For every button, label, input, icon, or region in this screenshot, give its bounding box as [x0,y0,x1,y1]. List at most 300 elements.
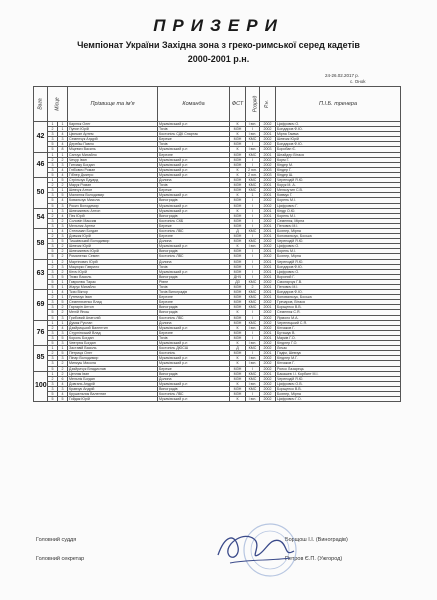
lot-cell: 4 [58,172,68,177]
weight-cell: 85 [34,346,48,371]
place-cell: 3 [48,223,58,228]
weight-cell: 42 [34,122,48,153]
coach-cell: Череподій Я.Ю. [276,376,401,381]
place-cell: 3 [48,218,58,223]
degree-cell: І [246,203,260,208]
event-city: с. Оноk [350,79,366,84]
lot-cell: 3 [58,137,68,142]
degree-cell: КМС [246,183,260,188]
place-cell: 5 [48,315,58,320]
weight-cell: 46 [34,152,48,177]
lot-cell: 1 [58,279,68,284]
name-cell: Мартінович Юрій [68,259,158,264]
name-cell: Дзяйрицький Валентин [68,325,158,330]
name-cell: Гаврилюк Тарас [68,279,158,284]
degree-cell: КМС [246,137,260,142]
fst-cell: К [230,341,246,346]
fst-cell: МЗН [230,203,246,208]
team-cell: Долина [158,320,230,325]
coach-cell: Корень М.І. [276,249,401,254]
winners-table [33,86,401,402]
degree-cell: І [246,391,260,396]
team-cell: Виноградів [158,213,230,218]
coach-cell: Бохнер, Мірна [276,391,401,396]
place-cell: 1 [48,228,58,233]
degree-cell: КМС [246,305,260,310]
place-cell: 3 [48,356,58,361]
degree-cell: І [246,249,260,254]
name-cell: Гібнер Дмитро [68,172,158,177]
birth-cell: 2001 [260,274,276,279]
table-header [34,87,401,122]
lot-cell: 5 [58,274,68,279]
name-cell: Стурпінський Влад [68,330,158,335]
lot-cell: 5 [58,300,68,305]
team-cell: Мукачівський р-н [158,208,230,213]
team-cell: Березне [158,330,230,335]
birth-cell: 2001 [260,152,276,157]
coach-cell: Ярмоло М.А. [276,315,401,320]
name-cell: Думак Руслан [68,320,158,325]
degree-cell: КМС [246,295,260,300]
place-cell: 3 [48,300,58,305]
name-cell: Чечур Іван [68,157,158,162]
degree-cell: 2 юн. [246,167,260,172]
lot-cell: 1 [58,152,68,157]
birth-cell: 2002 [260,381,276,386]
place-cell: 1 [48,152,58,157]
fst-cell: К [230,356,246,361]
team-cell: Долина [158,259,230,264]
name-cell: Цепляк Іван [68,371,158,376]
birth-cell: 2002 [260,198,276,203]
judge-label: Головний суддя [36,537,77,543]
team-cell: Мукачівський р-н [158,122,230,127]
lot-cell: 4 [58,325,68,330]
judge-name: Борщош І.І. (Виноградів) [285,537,348,543]
coach-cell: Семенюк С.Я. [276,310,401,315]
coach-cell: Гіздім, Шевчук [276,351,401,356]
col-place: Місце [48,87,68,122]
name-cell: Тишківський Володимир [68,239,158,244]
degree-cell: І [246,254,260,259]
place-cell: 3 [48,335,58,340]
fst-cell: МЗН [230,295,246,300]
coach-cell: Бакашев І.І. Корбант М.І. [276,371,401,376]
place-cell: 2 [48,213,58,218]
coach-cell: Мірна Гамма [276,132,401,137]
name-cell: Крушельник Валентин [68,391,158,396]
team-cell: Костопіль ЛВС [158,254,230,259]
team-cell: Рівне [158,279,230,284]
coach-cell: Корень М.І. [276,213,401,218]
place-cell: 3 [48,361,58,366]
lot-cell: 1 [58,122,68,127]
team-cell: Береже [158,223,230,228]
birth-cell: 2001 [260,132,276,137]
birth-cell: 2002 [260,142,276,147]
coach-cell: Череподій Я.Ю. [276,178,401,183]
coach-cell: Кіндлер М.Г. [276,356,401,361]
team-cell: Виноградів [158,305,230,310]
fst-cell: МЗН [230,269,246,274]
place-cell: 3 [48,305,58,310]
team-cell: Виноградів [158,198,230,203]
degree-cell: КМС [246,228,260,233]
col-team: Команда [158,87,230,122]
lot-cell: 1 [58,285,68,290]
lot-cell: 1 [58,295,68,300]
place-cell: 1 [48,346,58,351]
coach-cell: Кіндр О.Ю. [276,208,401,213]
place-cell: 5 [48,279,58,284]
lot-cell: 2 [58,218,68,223]
team-cell: Мукачівський р-н [158,172,230,177]
team-cell: Мукачівський р-н [158,203,230,208]
fst-cell: К [230,381,246,386]
place-cell: 3 [48,269,58,274]
team-cell: Мукачівський р-н [158,167,230,172]
place-cell: 2 [48,234,58,239]
place-cell: 5 [48,198,58,203]
lot-cell: 8 [58,147,68,152]
birth-cell: 2001 [260,183,276,188]
fst-cell: К [230,325,246,330]
team-cell: Костопіль ДЮСШ [158,346,230,351]
team-cell: Тячів [158,127,230,132]
coach-cell: Буташук В. [276,330,401,335]
birth-cell: 2002 [260,356,276,361]
lot-cell: 2 [58,305,68,310]
birth-cell: 2001 [260,330,276,335]
fst-cell: МЗН [230,320,246,325]
fst-cell: МЗН [230,259,246,264]
lot-cell: 4 [58,142,68,147]
event-date: 24-26.02.2017 р. [325,73,360,78]
birth-cell: 2002 [260,300,276,305]
lot-cell: 4 [58,228,68,233]
fst-cell: К [230,122,246,127]
birth-cell: 2001 [260,305,276,310]
birth-cell: 2001 [260,264,276,269]
fst-cell: ДНЧ [230,274,246,279]
team-cell: Мукачівський р-н [158,244,230,249]
place-cell: 5 [48,397,58,402]
coach-cell: Смолярчук Г.В. [276,279,401,284]
fst-cell: МЗН [230,366,246,371]
birth-cell: 2002 [260,203,276,208]
degree-cell: КМС [246,300,260,305]
birth-cell: 2003 [260,167,276,172]
coach-cell: Кінчаков Г. [276,325,401,330]
name-cell: Довжик Юрій [68,234,158,239]
name-cell: Семенюченко Влад [68,300,158,305]
name-cell: Гинчаку Богдан [68,162,158,167]
team-cell: Мукачівський р-н [158,361,230,366]
coach-cell: Череподій Я.Ю. [276,259,401,264]
fst-cell: МЗН [230,290,246,295]
col-fst: ФСТ [230,87,246,122]
lot-cell: 2 [58,183,68,188]
team-cell: Костопіль СКБ [158,218,230,223]
team-cell: Виноградів [158,249,230,254]
degree-cell: І [246,157,260,162]
coach-cell: Цифрович Г.О. [276,397,401,402]
birth-cell: 2002 [260,188,276,193]
fst-cell: МЗН [230,351,246,356]
lot-cell: 5 [58,178,68,183]
name-cell: Ковальчук Микола [68,198,158,203]
name-cell: Сапчук Михайло [68,152,158,157]
birth-cell: 2001 [260,269,276,274]
name-cell: Жарук Михайло [68,285,158,290]
team-cell: Мукачівський р-н [158,193,230,198]
birth-cell: 2002 [260,218,276,223]
birth-cell: 2002 [260,310,276,315]
place-cell: 1 [48,371,58,376]
birth-cell: 2001 [260,285,276,290]
weight-cell: 76 [34,320,48,345]
name-cell: Мелій Янош [68,310,158,315]
fst-cell: МЗН [230,371,246,376]
birth-cell: 2002 [260,320,276,325]
degree-cell: КМС [246,188,260,193]
page-title: ПРИЗЕРИ [153,16,284,35]
lot-cell: 2 [58,269,68,274]
coach-cell: Борщенко В.В. [276,386,401,391]
birth-cell: 2002 [260,397,276,402]
team-cell: Мукачівський р-н [158,269,230,274]
weight-cell: 69 [34,290,48,321]
place-cell: 3 [48,386,58,391]
name-cell: Цюпьян Артем [68,132,158,137]
place-cell: 5 [48,254,58,259]
name-cell: Малянюк Володимир [68,193,158,198]
name-cell: Гаргарін Антон [68,305,158,310]
lot-cell: 4 [58,213,68,218]
fst-cell: МЗН [230,254,246,259]
birth-cell: 2002 [260,376,276,381]
coach-cell: Ролко Лазарець [276,366,401,371]
birth-cell: 2002 [260,137,276,142]
birth-cell: 2001 [260,295,276,300]
team-cell: Мукачівський р-н [158,381,230,386]
fst-cell: К [230,193,246,198]
coach-cell: Мельчутин С.В. [276,188,401,193]
team-cell: Тячів [158,183,230,188]
coach-cell: Черепецький С.Я. [276,320,401,325]
fst-cell: Д [230,228,246,233]
degree-cell: І [246,315,260,320]
coach-cell: Бондаров Ф.Ю. [276,290,401,295]
team-cell: Березне [158,300,230,305]
name-cell: Карпюк Олег [68,122,158,127]
team-cell: Костопіль СДК Спартак [158,132,230,137]
team-cell: Березне [158,234,230,239]
degree-cell: І юн. [246,147,260,152]
degree-cell: КМС [246,279,260,284]
col-birth: Р.н. [260,87,276,122]
coach-cell: Цифрович О.В. [276,381,401,386]
name-cell: Чевтрюк Богдан [68,341,158,346]
birth-cell: 2002 [260,341,276,346]
team-cell: Долина [158,239,230,244]
place-cell: 3 [48,167,58,172]
name-cell: Король Богдан [68,335,158,340]
place-cell: 5 [48,341,58,346]
fst-cell: К [230,244,246,249]
fst-cell: МЗН [230,305,246,310]
birth-cell: 2001 [260,223,276,228]
fst-cell: МЗН [230,239,246,244]
place-cell: 2 [48,295,58,300]
degree-cell: І [246,274,260,279]
fst-cell: МЗН [230,386,246,391]
degree-cell: І [246,269,260,274]
birth-cell: 2001 [260,335,276,340]
place-cell: 3 [48,193,58,198]
col-name: Прізвище та ім'я [68,87,158,122]
name-cell: Пек Юрій [68,213,158,218]
name-cell: Петриця Олег [68,351,158,356]
degree-cell: І [246,127,260,132]
lot-cell: 5 [58,193,68,198]
degree-cell: КМС [246,239,260,244]
lot-cell: 4 [58,381,68,386]
coach-cell: Бохнер, Мірна [276,254,401,259]
coach-cell: Личак [276,346,401,351]
degree-cell: І [246,259,260,264]
coach-cell: Ковмук Г. [276,193,401,198]
place-cell: 2 [48,351,58,356]
name-cell: Стрільчук Едуард [68,178,158,183]
birth-cell: 2001 [260,290,276,295]
lot-cell: 3 [58,341,68,346]
coach-cell: Семенюк, Мірна [276,218,401,223]
coach-cell: Корм Г. [276,157,401,162]
fst-cell: К [230,172,246,177]
coach-cell: Коновальчук, Боська [276,234,401,239]
birth-cell: 2002 [260,254,276,259]
name-cell: Ткач Віктор [68,290,158,295]
birth-cell: 2002 [260,325,276,330]
degree-cell: І юн. [246,397,260,402]
name-cell: Гойдак Юрій [68,397,158,402]
degree-cell: І юн. [246,361,260,366]
fst-cell: МЗН [230,162,246,167]
fst-cell: МЗН [230,142,246,147]
degree-cell: І [246,335,260,340]
coach-cell: Кіндер Г. [276,167,401,172]
place-cell: 3 [48,244,58,249]
place-cell: 5 [48,249,58,254]
fst-cell: МЗН [230,330,246,335]
team-cell: Виноградів [158,386,230,391]
lot-cell: 1 [58,127,68,132]
degree-cell: І юн. [246,341,260,346]
birth-cell: 2002 [260,391,276,396]
lot-cell: 5 [58,351,68,356]
birth-cell: 2002 [260,279,276,284]
birth-cell: 2002 [260,162,276,167]
fst-cell: МЗН [230,213,246,218]
name-cell: Кітич Юрій [68,269,158,274]
fst-cell: К [230,208,246,213]
name-cell: Пупин Юрій [68,127,158,132]
birth-cell: 2001 [260,351,276,356]
degree-cell: І [246,234,260,239]
birth-cell: 2002 [260,346,276,351]
degree-cell: 1 [246,193,260,198]
team-cell: Долина [158,178,230,183]
team-cell: Мукачівський р-н [158,341,230,346]
team-cell: Виноградів [158,371,230,376]
coach-cell: Череподій Я.Ю. [276,239,401,244]
name-cell: Шевчикевич Юрій [68,249,158,254]
fst-cell: МЗН [230,188,246,193]
name-cell: Мельнік Богдан [68,376,158,381]
birth-cell: 2002 [260,366,276,371]
coach-cell: Борщенко В.В. [276,305,401,310]
team-cell: Береже [158,366,230,371]
name-cell: Марук Роман [68,183,158,188]
fst-cell: МЗН [230,137,246,142]
place-cell: 2 [48,376,58,381]
team-cell: Мукачівський р-н [158,157,230,162]
coach-cell: Цифрович Г. [276,203,401,208]
col-degree: Розряд [246,87,260,122]
coach-cell: Кіндер М. [276,162,401,167]
lot-cell: 4 [58,391,68,396]
place-cell: 3 [48,162,58,167]
team-cell: Тячів [158,142,230,147]
degree-cell: І [246,208,260,213]
name-cell: Пінар Володимир [68,356,158,361]
lot-cell: 1 [58,188,68,193]
team-cell: Мукачівський р-н [158,147,230,152]
fst-cell: МЗН [230,223,246,228]
coach-cell: Кіндлер Г.О. [276,341,401,346]
fst-cell: К [230,361,246,366]
lot-cell: 1 [58,320,68,325]
lot-cell: 4 [58,132,68,137]
coach-cell: Цифрович О. [276,269,401,274]
degree-cell: 2 юн. [246,172,260,177]
degree-cell: І [246,366,260,371]
place-cell: 3 [48,330,58,335]
coach-cell: Цифрович О. [276,122,401,127]
name-cell: Заставій Василь [68,346,158,351]
fst-cell: МЗН [230,218,246,223]
lot-cell: 3 [58,330,68,335]
place-cell: 1 [48,208,58,213]
team-cell: Мукачівський р-н [158,397,230,402]
degree-cell: І [246,198,260,203]
place-cell: 2 [48,157,58,162]
lot-cell: 3 [58,234,68,239]
degree-cell: І [246,330,260,335]
team-cell: Виноградів [158,274,230,279]
team-cell: Тячів [158,335,230,340]
fst-cell: МЗН [230,152,246,157]
place-cell: 2 [48,127,58,132]
fst-cell: МЗН [230,300,246,305]
weight-cell: 58 [34,228,48,259]
name-cell: Шевчик Юрій [68,244,158,249]
lot-cell: 2 [58,366,68,371]
place-cell: 1 [48,122,58,127]
fst-cell: МЗН [230,249,246,254]
